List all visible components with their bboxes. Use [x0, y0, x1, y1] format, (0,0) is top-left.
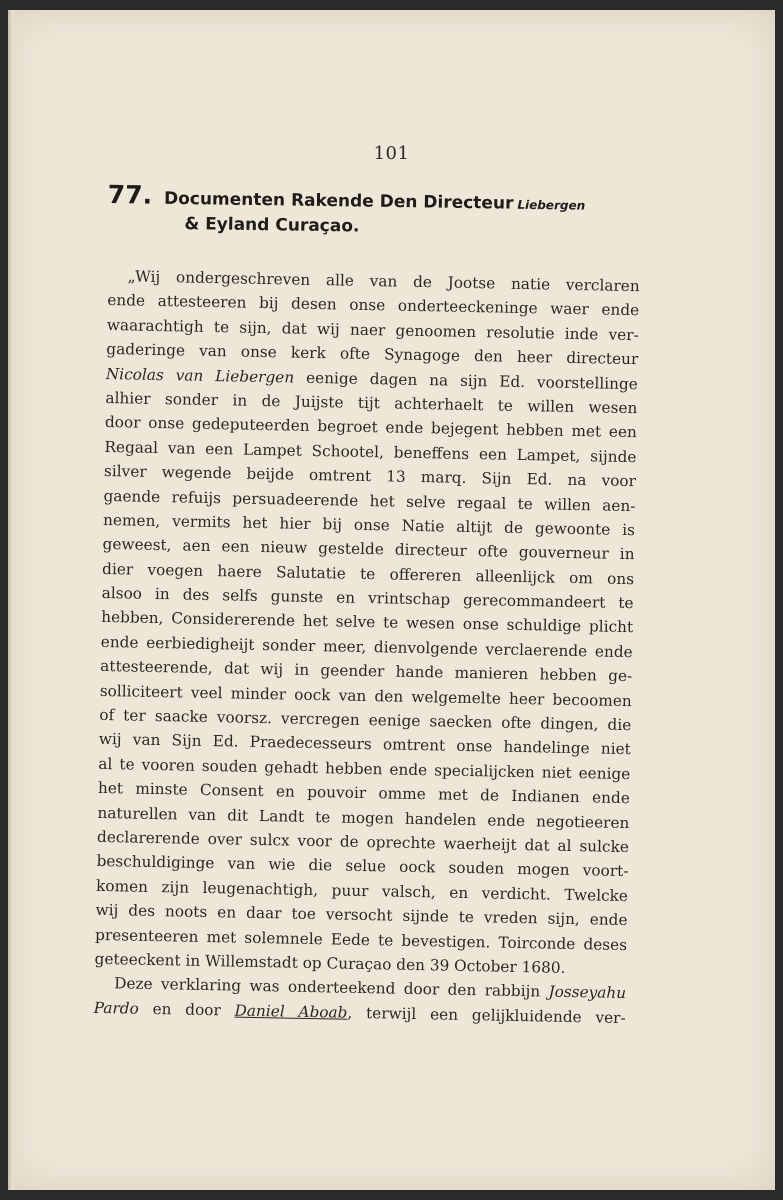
- section-title-italic: Liebergen: [517, 197, 586, 213]
- text-run: Deze verklaring was onderteekend door den rabbijn: [114, 974, 549, 1001]
- document-page: [8, 10, 775, 1190]
- text-run: gaende refuijs persuadeerende het selve regaal te willen aen-: [103, 486, 636, 515]
- text-run: of ter saacke voorsz. vercregen eenige saecken ofte dingen, die: [99, 705, 632, 735]
- body-text: [93, 264, 639, 1030]
- text-run: komen zijn leugenachtigh, puur valsch, en verdicht. Twelcke: [95, 876, 629, 905]
- page-binding-shadow: [8, 10, 14, 1190]
- section-heading: [107, 180, 668, 241]
- text-run: hebben, Considererende het selve te wesen onse schuldige plicht: [101, 608, 634, 637]
- text-run: alsoo in des selfs gunste en vrintschap gerecommandeert te: [101, 584, 634, 613]
- text-run: geteeckent in Willemstadt op Curaçao den 39 October 1680.: [94, 949, 566, 977]
- text-run: beschuldiginge van wie die selue oock souden mogen voort-: [96, 852, 629, 881]
- text-run: „Wij ondergeschreven alle van de Jootse natie verclaren: [127, 267, 640, 296]
- text-run: attesteerende, dat wij in geender hande manieren hebben ge-: [100, 657, 633, 686]
- page-number: 101: [373, 143, 410, 164]
- section-title-line1: Documenten Rakende Den Directeur: [163, 188, 514, 214]
- text-run: waarachtigh te sijn, dat wij naer genoomen resolutie inde ver-: [106, 315, 639, 344]
- text-run: , terwijl een gelijkluidende ver-: [347, 1003, 626, 1027]
- text-run: dier voegen haere Salutatie te offereren alleenlijck om ons: [101, 559, 635, 588]
- text-run: naturellen van dit Landt te mogen handelen ende negotieeren: [97, 803, 630, 832]
- text-it-ul: Daniel Aboab: [234, 1001, 348, 1022]
- text-run: gaderinge van onse kerk ofte Synagoge den heer directeur: [106, 340, 639, 369]
- text-run: al te vooren souden gehadt hebben ende specialijcken niet eenige: [98, 754, 631, 783]
- text-run: alhier sonder in de Juijste tijt achterhaelt te willen wesen: [105, 388, 638, 418]
- text-run: ende eerbiedigheijt sonder meer, dienvolgende verclaerende ende: [100, 632, 633, 662]
- text-run: eenige dagen na sijn Ed. voorstellinge: [294, 368, 638, 393]
- text-run: en door: [138, 999, 235, 1020]
- text-run: het minste Consent en pouvoir omme met de Indianen ende: [97, 779, 631, 808]
- text-run: Regaal van een Lampet Schootel, beneffens een Lampet, sijnde: [104, 437, 637, 466]
- text-run: solliciteert veel minder oock van den welgemelte heer becoomen: [99, 681, 632, 710]
- text-run: wij van Sijn Ed. Praedecesseurs omtrent onse handelinge niet: [98, 730, 631, 759]
- text-run: presenteeren met solemnele Eede te bevestigen. Toirconde deses: [94, 925, 628, 954]
- text-run: declarerende over sulcx voor de oprechte waerheijt dat al sulcke: [96, 827, 630, 857]
- text-it: Josseyahu: [548, 982, 627, 1003]
- text-run: wij des noots en daar toe versocht sijnde te vreden sijn, ende: [95, 901, 628, 930]
- text-run: nemen, vermits het hier bij onse Natie altijt de gewoonte is: [102, 510, 636, 540]
- text-run: ende attesteeren bij desen onse onderteeckeninge waer ende: [107, 291, 640, 320]
- section-title-line2: & Eyland Curaçao.: [184, 214, 360, 237]
- text-run: geweest, aen een nieuw gestelde directeur ofte gouverneur in: [102, 535, 635, 564]
- text-run: door onse gedeputeerden begroet ende bejegent hebben met een: [104, 413, 638, 442]
- text-it: Pardo: [93, 998, 139, 1018]
- text-run: silver wegende beijde omtrent 13 marq. Sijn Ed. na voor: [103, 462, 637, 491]
- section-number: 77.: [107, 180, 153, 210]
- text-it: Nicolas van Liebergen: [105, 364, 295, 387]
